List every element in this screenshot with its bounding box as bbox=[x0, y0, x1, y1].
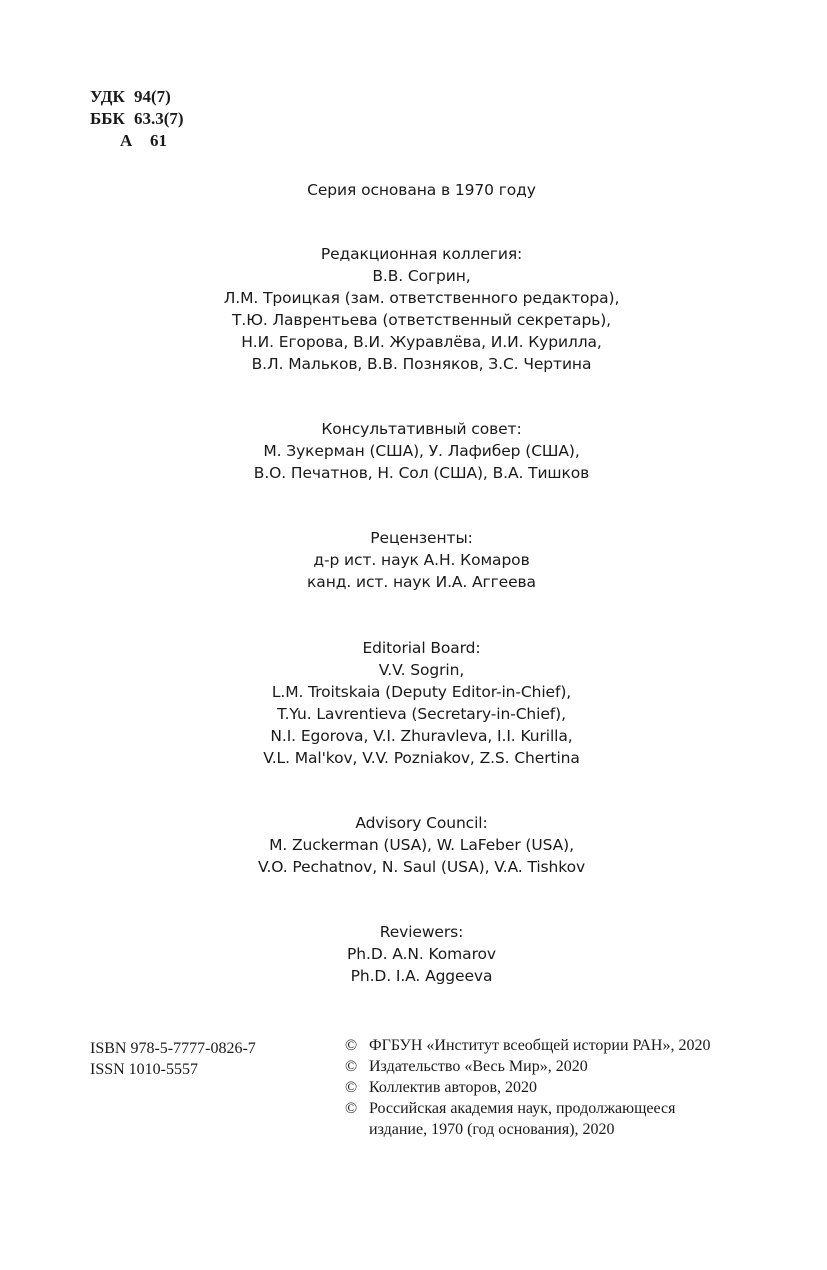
bbk-row bbox=[90, 108, 184, 130]
copyright-block bbox=[345, 1035, 805, 1140]
udk-label: УДК bbox=[90, 87, 125, 106]
copyright-text: Коллектив авторов, 2020 bbox=[369, 1079, 537, 1096]
editorial-board-en-line: L.M. Troitskaia (Deputy Editor-in-Chief), bbox=[271, 683, 572, 701]
author-mark-label: А bbox=[120, 131, 133, 150]
author-mark-row bbox=[90, 130, 184, 152]
copyright-item bbox=[345, 1035, 805, 1056]
copyright-text: ФГБУН «Институт всеобщей истории РАН», 2020 bbox=[369, 1037, 711, 1054]
reviewers-ru-line: д-р ист. наук А.Н. Комаров bbox=[313, 551, 530, 569]
editorial-board-ru-line: В.В. Согрин, bbox=[372, 267, 471, 285]
copyright-item bbox=[345, 1056, 805, 1077]
copyright-item bbox=[345, 1098, 805, 1140]
reviewers-en-line: Ph.D. I.A. Aggeeva bbox=[350, 967, 493, 985]
advisory-council-en-heading: Advisory Council: bbox=[355, 814, 488, 832]
editorial-board-en-line: V.V. Sogrin, bbox=[378, 661, 465, 679]
copyright-symbol: © bbox=[345, 1100, 358, 1117]
editorial-board-ru-line: Н.И. Егорова, В.И. Журавлёва, И.И. Курилла, bbox=[241, 333, 602, 351]
copyright-symbol: © bbox=[345, 1037, 358, 1054]
series-note: Серия основана в 1970 году bbox=[307, 181, 536, 199]
editorial-board-en-line: N.I. Egorova, V.I. Zhuravleva, I.I. Kurilla, bbox=[270, 727, 573, 745]
reviewers-en-line: Ph.D. A.N. Komarov bbox=[347, 945, 496, 963]
advisory-council-en-line: V.O. Pechatnov, N. Saul (USA), V.A. Tishkov bbox=[257, 858, 586, 876]
reviewers-ru bbox=[0, 527, 827, 593]
copyright-text: Издательство «Весь Мир», 2020 bbox=[369, 1058, 588, 1075]
copyright-symbol: © bbox=[345, 1079, 358, 1096]
bbk-value: 63.3(7) bbox=[134, 109, 184, 128]
issn: ISSN 1010-5557 bbox=[90, 1061, 199, 1078]
editorial-board-en-line: V.L. Mal'kov, V.V. Pozniakov, Z.S. Chertina bbox=[263, 749, 580, 767]
bbk-label: ББК bbox=[90, 109, 125, 128]
editorial-board-en-line: T.Yu. Lavrentieva (Secretary-in-Chief), bbox=[277, 705, 566, 723]
advisory-council-ru-line: В.О. Печатнов, Н. Сол (США), В.А. Тишков bbox=[253, 464, 590, 482]
advisory-council-ru bbox=[0, 418, 827, 484]
editorial-board-ru bbox=[0, 243, 827, 375]
reviewers-ru-line: канд. ист. наук И.А. Аггеева bbox=[307, 573, 536, 591]
editorial-board-ru-heading: Редакционная коллегия: bbox=[320, 245, 523, 263]
copyright-text: Российская академия наук, продолжающееся bbox=[369, 1100, 676, 1117]
reviewers-en bbox=[0, 921, 827, 987]
udk-value: 94(7) bbox=[134, 87, 171, 106]
advisory-council-en bbox=[0, 812, 827, 878]
editorial-board-ru-line: Т.Ю. Лаврентьева (ответственный секретарь), bbox=[232, 311, 611, 329]
editorial-board-en-heading: Editorial Board: bbox=[362, 639, 481, 657]
isbn: ISBN 978-5-7777-0826-7 bbox=[90, 1040, 256, 1057]
editorial-board-en bbox=[0, 637, 827, 769]
advisory-council-ru-heading: Консультативный совет: bbox=[321, 420, 522, 438]
series-note-block bbox=[0, 179, 827, 201]
reviewers-en-heading: Reviewers: bbox=[379, 923, 464, 941]
identifiers-block bbox=[90, 1038, 256, 1080]
copyright-item bbox=[345, 1077, 805, 1098]
copyright-text: издание, 1970 (год основания), 2020 bbox=[369, 1121, 615, 1138]
editorial-board-ru-line: В.Л. Мальков, В.В. Позняков, З.С. Чертина bbox=[251, 355, 592, 373]
reviewers-ru-heading: Рецензенты: bbox=[370, 529, 473, 547]
advisory-council-ru-line: М. Зукерман (США), У. Лафибер (США), bbox=[263, 442, 580, 460]
advisory-council-en-line: M. Zuckerman (USA), W. LaFeber (USA), bbox=[269, 836, 574, 854]
author-mark-value: 61 bbox=[150, 131, 167, 150]
copyright-symbol: © bbox=[345, 1058, 358, 1075]
editorial-board-ru-line: Л.М. Троицкая (зам. ответственного редактора), bbox=[223, 289, 620, 307]
udk-row bbox=[90, 86, 184, 108]
classification-block bbox=[90, 86, 184, 152]
